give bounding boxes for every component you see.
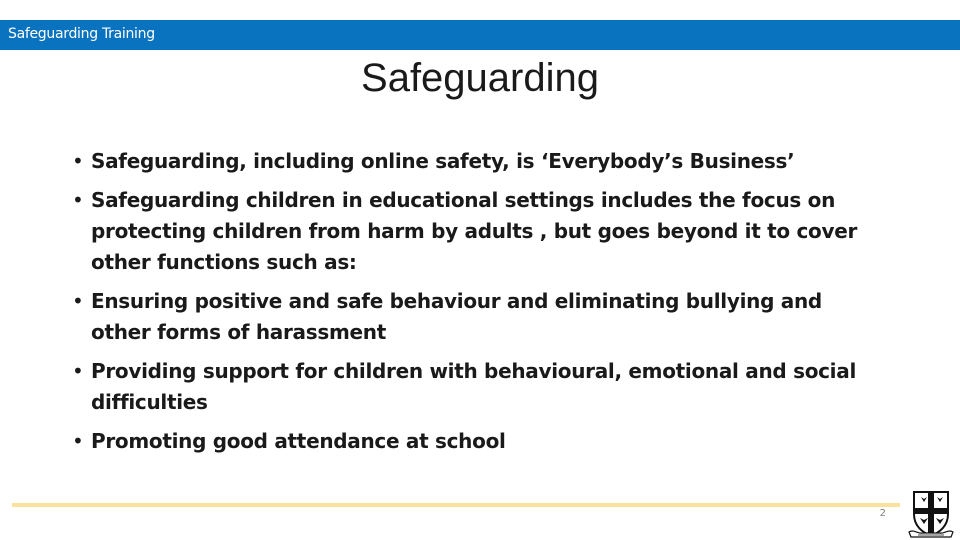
- bullet-dot: •: [72, 289, 84, 313]
- bullet-text: Providing support for children with behavioural, emotional and social difficulties: [91, 359, 856, 414]
- bullet-dot: •: [72, 188, 84, 212]
- bullet-text: Ensuring positive and safe behaviour and eliminating bullying and other forms of harassment: [91, 289, 822, 344]
- bullet-item: [72, 146, 882, 177]
- bullet-text: Promoting good attendance at school: [91, 429, 506, 453]
- footer-divider: [12, 503, 900, 507]
- header-bar: [0, 20, 960, 50]
- header-title: Safeguarding Training: [8, 26, 155, 42]
- school-crest-icon: [906, 488, 956, 540]
- bullet-item: [72, 286, 882, 348]
- bullet-list: [72, 146, 882, 465]
- slide-title: Safeguarding: [361, 56, 599, 100]
- bullet-dot: •: [72, 429, 84, 453]
- bullet-item: [72, 426, 882, 457]
- bullet-dot: •: [72, 149, 84, 173]
- bullet-item: [72, 185, 882, 278]
- page-number: 2: [879, 508, 886, 519]
- bullet-dot: •: [72, 359, 84, 383]
- bullet-item: [72, 356, 882, 418]
- bullet-text: Safeguarding children in educational settings includes the focus on protecting children from harm by adults , but goes beyond it to cover other functions such as:: [91, 188, 858, 274]
- bullet-text: Safeguarding, including online safety, is ‘Everybody’s Business’: [91, 149, 795, 173]
